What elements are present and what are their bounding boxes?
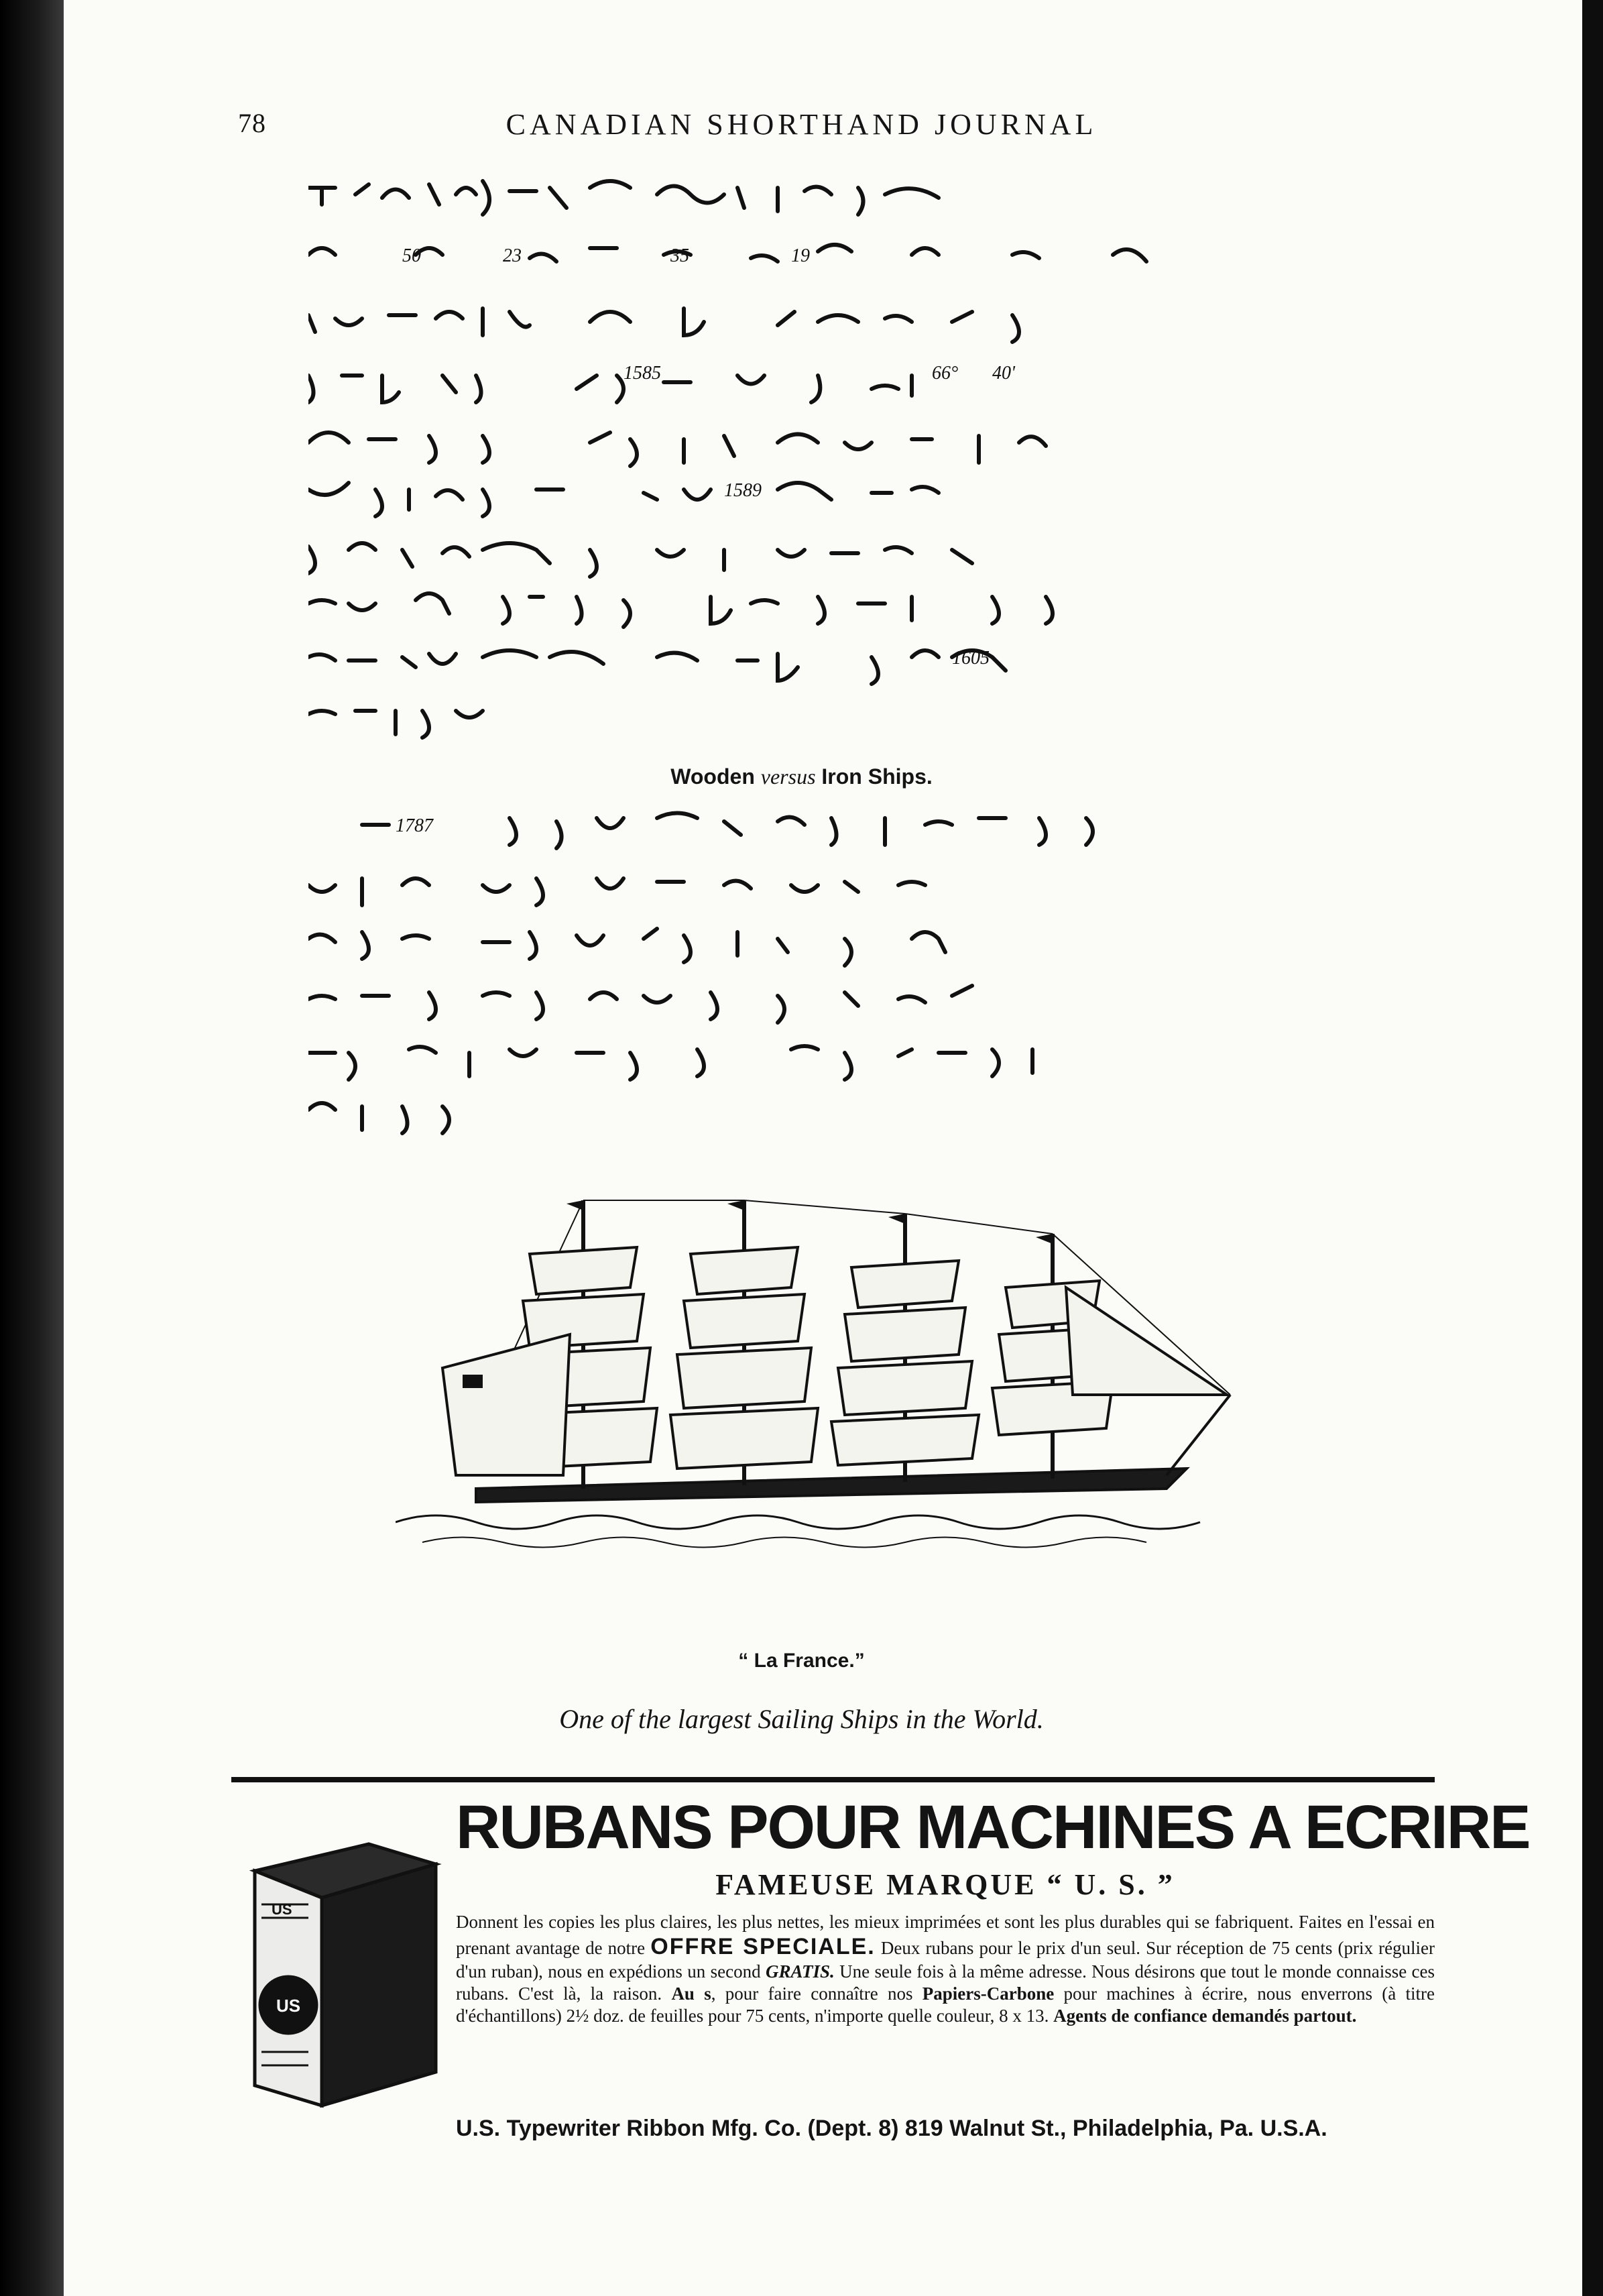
shorthand-numeral: 35 xyxy=(670,245,689,266)
ribbon-tin-illustration xyxy=(235,1831,449,2112)
ad-body-2: Deux rubans pour le prix d'un seul. Sur réception de 75 cents (prix régulier d'un ruban), nous en expédions un second xyxy=(456,1937,1435,1982)
ad-body-4: , pour faire connaître nos xyxy=(711,1984,913,2004)
ad-body-1: Donnent les copies les plus claires, les plus nettes, les mieux imprimées et sont les plus durables qui se fabriquent. Faites en l'essai en prenant avantage de notre xyxy=(456,1912,1435,1958)
ship-caption: “ La France.” xyxy=(738,1650,865,1672)
shorthand-numeral: 1787 xyxy=(396,815,433,836)
ad-offer: OFFRE SPECIALE. xyxy=(650,1933,876,1959)
section-divider-rule xyxy=(231,1777,1435,1782)
shorthand-block-2 xyxy=(308,805,1381,1153)
section-title-part2: versus xyxy=(760,764,816,789)
shorthand-numeral: 40' xyxy=(992,363,1015,384)
section-title-part1: Wooden xyxy=(670,764,755,789)
section-title-part3: Iron Ships. xyxy=(821,764,933,789)
ad-body-5: pour machines à écrire, nous enverrons (à titre d'échantillons) 2½ doz. de feuilles pour 75 cents, n'importe quelle couleur, 8 x 13. xyxy=(456,1984,1435,2026)
ad-body-3: Une seule fois à la même adresse. Nous désirons que tout le monde connaisse ces rubans. C'est là, la raison. xyxy=(456,1961,1435,2004)
shorthand-numeral: 50 xyxy=(402,245,421,266)
shorthand-numeral: 66° xyxy=(932,363,959,384)
sailing-ship-drawing xyxy=(396,1194,1234,1609)
ad-headline: RUBANS POUR MACHINES A ECRIRE xyxy=(456,1793,1530,1861)
ad-carbon: Papiers-Carbone xyxy=(922,1984,1055,2004)
shorthand-strokes-1 xyxy=(308,174,1381,744)
shorthand-block-1 xyxy=(308,174,1381,744)
ad-au-s: Au s xyxy=(671,1984,711,2004)
shorthand-strokes-2 xyxy=(308,805,1381,1153)
ad-subhead: FAMEUSE MARQUE “ U. S. ” xyxy=(715,1868,1175,1901)
ad-footer-address: U.S. Typewriter Ribbon Mfg. Co. (Dept. 8) 819 Walnut St., Philadelphia, Pa. U.S.A. xyxy=(456,2116,1327,2141)
ad-body-text xyxy=(456,1911,1435,2027)
ad-gratis: GRATIS. xyxy=(765,1961,835,1982)
ship-subcaption: One of the largest Sailing Ships in the World. xyxy=(559,1704,1044,1734)
shorthand-numeral: 19 xyxy=(791,245,810,266)
shorthand-numeral: 23 xyxy=(503,245,522,266)
shorthand-numeral: 1585 xyxy=(624,363,661,384)
tin-label-center: US xyxy=(276,1996,301,2016)
ribbon-tin-drawing xyxy=(235,1831,449,2112)
tin-label-top: US xyxy=(272,1901,292,1918)
book-binding-edge xyxy=(0,0,64,2296)
section-title xyxy=(0,764,1603,789)
shorthand-numeral: 1605 xyxy=(952,648,990,669)
ad-agents: Agents de confiance demandés partout. xyxy=(1053,2006,1357,2026)
shorthand-numeral: 1589 xyxy=(724,480,762,501)
page-right-edge xyxy=(1583,0,1603,2296)
ship-illustration xyxy=(396,1194,1234,1609)
page-number: 78 xyxy=(238,108,266,138)
running-head: CANADIAN SHORTHAND JOURNAL xyxy=(506,108,1097,141)
